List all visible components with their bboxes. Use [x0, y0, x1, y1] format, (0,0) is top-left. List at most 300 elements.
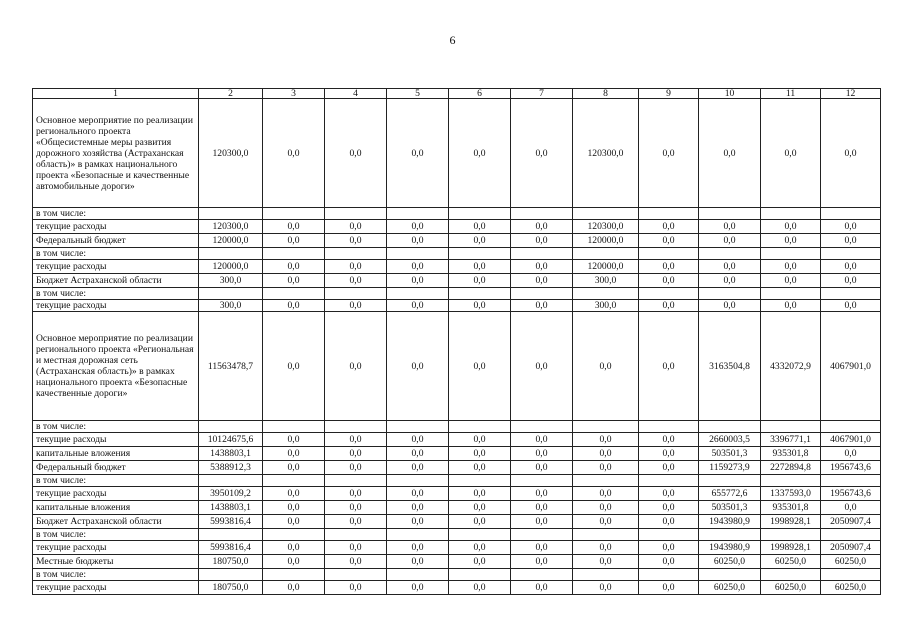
subheading-row [33, 208, 881, 220]
cell-value [699, 248, 761, 260]
cell-value: 180750,0 [199, 555, 263, 569]
cell-value [761, 569, 821, 581]
cell-value: 0,0 [263, 541, 325, 555]
cell-value: 0,0 [449, 541, 511, 555]
cell-value: 0,0 [821, 260, 881, 274]
cell-value: 0,0 [699, 274, 761, 288]
cell-value: 0,0 [449, 312, 511, 421]
cell-value: 0,0 [639, 541, 699, 555]
cell-value [639, 529, 699, 541]
cell-value [449, 569, 511, 581]
cell-value [821, 288, 881, 300]
cell-value: 503501,3 [699, 447, 761, 461]
row-label: текущие расходы [33, 541, 199, 555]
cell-value [821, 421, 881, 433]
cell-value: 300,0 [573, 274, 639, 288]
cell-value: 0,0 [639, 99, 699, 208]
cell-value: 0,0 [263, 501, 325, 515]
row-label: в том числе: [33, 475, 199, 487]
cell-value: 0,0 [821, 99, 881, 208]
cell-value: 0,0 [263, 581, 325, 595]
cell-value: 0,0 [449, 300, 511, 312]
cell-value: 0,0 [511, 274, 573, 288]
cell-value: 300,0 [199, 274, 263, 288]
cell-value [449, 421, 511, 433]
cell-value [263, 569, 325, 581]
cell-value: 2050907,4 [821, 541, 881, 555]
cell-value: 0,0 [511, 234, 573, 248]
cell-value: 1438803,1 [199, 501, 263, 515]
cell-value: 60250,0 [761, 555, 821, 569]
cell-value: 0,0 [573, 461, 639, 475]
cell-value [699, 475, 761, 487]
cell-value: 0,0 [325, 447, 387, 461]
row-label: в том числе: [33, 569, 199, 581]
cell-value [761, 529, 821, 541]
cell-value: 0,0 [573, 312, 639, 421]
subheading-row [33, 421, 881, 433]
cell-value [325, 569, 387, 581]
subheading-row [33, 248, 881, 260]
row-label: текущие расходы [33, 487, 199, 501]
cell-value: 0,0 [511, 555, 573, 569]
cell-value [699, 569, 761, 581]
table-row [33, 541, 881, 555]
cell-value: 0,0 [387, 260, 449, 274]
cell-value: 0,0 [821, 274, 881, 288]
page-number: 6 [449, 33, 456, 47]
cell-value: 0,0 [449, 555, 511, 569]
cell-value [387, 421, 449, 433]
cell-value: 0,0 [573, 581, 639, 595]
cell-value [699, 288, 761, 300]
subheading-row [33, 569, 881, 581]
cell-value: 0,0 [639, 501, 699, 515]
cell-value [263, 475, 325, 487]
cell-value: 10124675,6 [199, 433, 263, 447]
cell-value [449, 288, 511, 300]
cell-value [199, 421, 263, 433]
column-header: 6 [449, 89, 511, 99]
table-row [33, 274, 881, 288]
cell-value [699, 529, 761, 541]
cell-value [573, 421, 639, 433]
cell-value [449, 208, 511, 220]
column-header: 11 [761, 89, 821, 99]
cell-value: 0,0 [325, 260, 387, 274]
cell-value [639, 569, 699, 581]
cell-value: 120000,0 [199, 260, 263, 274]
cell-value: 0,0 [449, 260, 511, 274]
cell-value: 0,0 [573, 487, 639, 501]
row-label: капитальные вложения [33, 501, 199, 515]
table-row [33, 581, 881, 595]
cell-value: 0,0 [325, 555, 387, 569]
row-label: Бюджет Астраханской области [33, 274, 199, 288]
cell-value [821, 529, 881, 541]
cell-value: 1956743,6 [821, 487, 881, 501]
cell-value [511, 208, 573, 220]
cell-value: 0,0 [449, 234, 511, 248]
table-row [33, 447, 881, 461]
cell-value [699, 208, 761, 220]
cell-value: 0,0 [449, 501, 511, 515]
cell-value: 0,0 [573, 541, 639, 555]
cell-value: 0,0 [573, 555, 639, 569]
cell-value [449, 248, 511, 260]
budget-table [32, 88, 881, 595]
cell-value: 0,0 [263, 433, 325, 447]
cell-value [263, 208, 325, 220]
cell-value: 0,0 [325, 220, 387, 234]
row-label: Местные бюджеты [33, 555, 199, 569]
cell-value: 0,0 [325, 234, 387, 248]
cell-value: 0,0 [699, 99, 761, 208]
cell-value [387, 475, 449, 487]
row-label: в том числе: [33, 288, 199, 300]
row-label: Федеральный бюджет [33, 461, 199, 475]
row-label: Бюджет Астраханской области [33, 515, 199, 529]
cell-value: 3396771,1 [761, 433, 821, 447]
cell-value [325, 421, 387, 433]
cell-value [573, 208, 639, 220]
cell-value: 1337593,0 [761, 487, 821, 501]
cell-value [263, 529, 325, 541]
cell-value: 3163504,8 [699, 312, 761, 421]
cell-value: 120300,0 [573, 220, 639, 234]
table-row [33, 260, 881, 274]
cell-value [761, 208, 821, 220]
cell-value: 2050907,4 [821, 515, 881, 529]
cell-value: 0,0 [263, 555, 325, 569]
column-header: 7 [511, 89, 573, 99]
cell-value: 180750,0 [199, 581, 263, 595]
column-header: 10 [699, 89, 761, 99]
cell-value [199, 208, 263, 220]
cell-value: 2272894,8 [761, 461, 821, 475]
cell-value [387, 248, 449, 260]
cell-value: 655772,6 [699, 487, 761, 501]
cell-value: 0,0 [639, 581, 699, 595]
cell-value: 0,0 [325, 433, 387, 447]
cell-value: 2660003,5 [699, 433, 761, 447]
cell-value: 0,0 [387, 555, 449, 569]
cell-value: 0,0 [639, 555, 699, 569]
cell-value: 0,0 [761, 300, 821, 312]
column-header: 3 [263, 89, 325, 99]
cell-value [325, 288, 387, 300]
cell-value: 0,0 [387, 515, 449, 529]
cell-value: 120300,0 [199, 220, 263, 234]
cell-value: 0,0 [449, 447, 511, 461]
row-label: текущие расходы [33, 433, 199, 447]
cell-value: 0,0 [387, 487, 449, 501]
cell-value [387, 288, 449, 300]
subheading-row [33, 529, 881, 541]
table-row [33, 234, 881, 248]
cell-value: 0,0 [449, 461, 511, 475]
cell-value [325, 475, 387, 487]
cell-value [199, 569, 263, 581]
cell-value [573, 569, 639, 581]
cell-value: 0,0 [449, 581, 511, 595]
cell-value: 0,0 [325, 99, 387, 208]
cell-value [449, 529, 511, 541]
cell-value [639, 421, 699, 433]
cell-value: 0,0 [511, 99, 573, 208]
cell-value: 1998928,1 [761, 515, 821, 529]
table-row [33, 515, 881, 529]
cell-value: 0,0 [639, 220, 699, 234]
cell-value: 4332072,9 [761, 312, 821, 421]
cell-value: 0,0 [263, 515, 325, 529]
cell-value: 0,0 [325, 312, 387, 421]
cell-value [511, 248, 573, 260]
cell-value: 0,0 [761, 99, 821, 208]
cell-value: 0,0 [263, 461, 325, 475]
cell-value: 0,0 [821, 501, 881, 515]
cell-value [511, 475, 573, 487]
cell-value: 1438803,1 [199, 447, 263, 461]
cell-value: 0,0 [325, 274, 387, 288]
row-label: в том числе: [33, 421, 199, 433]
table-row [33, 555, 881, 569]
cell-value [449, 475, 511, 487]
cell-value: 1943980,9 [699, 541, 761, 555]
cell-value: 120000,0 [573, 234, 639, 248]
cell-value: 0,0 [263, 312, 325, 421]
cell-value [199, 288, 263, 300]
column-number-row [33, 89, 881, 99]
cell-value [639, 208, 699, 220]
cell-value: 0,0 [325, 300, 387, 312]
subheading-row [33, 288, 881, 300]
cell-value: 935301,8 [761, 501, 821, 515]
table-body [33, 99, 881, 595]
cell-value: 0,0 [325, 541, 387, 555]
cell-value: 1956743,6 [821, 461, 881, 475]
column-header: 4 [325, 89, 387, 99]
cell-value [573, 248, 639, 260]
cell-value: 0,0 [387, 447, 449, 461]
cell-value: 300,0 [199, 300, 263, 312]
cell-value [699, 421, 761, 433]
cell-value [511, 529, 573, 541]
cell-value [387, 529, 449, 541]
cell-value: 0,0 [639, 260, 699, 274]
cell-value: 0,0 [639, 515, 699, 529]
cell-value: 0,0 [511, 260, 573, 274]
cell-value: 0,0 [761, 220, 821, 234]
cell-value: 0,0 [639, 300, 699, 312]
cell-value [761, 421, 821, 433]
row-label: Федеральный бюджет [33, 234, 199, 248]
cell-value [325, 529, 387, 541]
cell-value: 0,0 [387, 220, 449, 234]
cell-value: 5993816,4 [199, 515, 263, 529]
cell-value: 0,0 [387, 300, 449, 312]
cell-value [511, 421, 573, 433]
cell-value [387, 569, 449, 581]
row-label: текущие расходы [33, 581, 199, 595]
cell-value [263, 248, 325, 260]
activity-description: Основное мероприятие по реализации регионального проекта «Общесистемные меры развития дорожного хозяйства (Астраханская область)» в рамках национального проекта «Безопасные и качественные автомобильные дороги» [33, 99, 199, 208]
cell-value: 0,0 [573, 433, 639, 447]
row-label: в том числе: [33, 208, 199, 220]
cell-value: 60250,0 [821, 581, 881, 595]
cell-value: 60250,0 [699, 581, 761, 595]
cell-value [821, 569, 881, 581]
cell-value: 5388912,3 [199, 461, 263, 475]
cell-value: 0,0 [387, 433, 449, 447]
cell-value: 0,0 [387, 461, 449, 475]
row-label: в том числе: [33, 248, 199, 260]
cell-value: 0,0 [511, 541, 573, 555]
row-label: текущие расходы [33, 260, 199, 274]
cell-value: 0,0 [387, 99, 449, 208]
cell-value: 0,0 [325, 501, 387, 515]
cell-value: 120000,0 [199, 234, 263, 248]
cell-value [325, 208, 387, 220]
activity-row [33, 312, 881, 421]
cell-value: 0,0 [449, 99, 511, 208]
table-row [33, 433, 881, 447]
subheading-row [33, 475, 881, 487]
cell-value: 0,0 [821, 300, 881, 312]
cell-value: 0,0 [761, 260, 821, 274]
cell-value [511, 569, 573, 581]
cell-value: 0,0 [263, 300, 325, 312]
cell-value [199, 529, 263, 541]
cell-value [573, 529, 639, 541]
cell-value [263, 288, 325, 300]
cell-value: 5993816,4 [199, 541, 263, 555]
row-label: капитальные вложения [33, 447, 199, 461]
cell-value: 0,0 [639, 447, 699, 461]
cell-value: 0,0 [449, 487, 511, 501]
cell-value: 0,0 [325, 581, 387, 595]
column-header: 5 [387, 89, 449, 99]
cell-value: 0,0 [449, 220, 511, 234]
cell-value: 0,0 [325, 515, 387, 529]
cell-value: 0,0 [263, 260, 325, 274]
cell-value: 120000,0 [573, 260, 639, 274]
table-row [33, 501, 881, 515]
subheading-row [33, 300, 881, 312]
cell-value [639, 475, 699, 487]
cell-value [199, 475, 263, 487]
cell-value [199, 248, 263, 260]
cell-value: 0,0 [263, 274, 325, 288]
cell-value: 1943980,9 [699, 515, 761, 529]
cell-value: 0,0 [387, 541, 449, 555]
cell-value: 0,0 [573, 515, 639, 529]
cell-value: 120300,0 [199, 99, 263, 208]
cell-value: 120300,0 [573, 99, 639, 208]
cell-value: 0,0 [263, 234, 325, 248]
cell-value: 0,0 [511, 312, 573, 421]
cell-value: 60250,0 [699, 555, 761, 569]
cell-value: 0,0 [639, 461, 699, 475]
cell-value: 0,0 [511, 461, 573, 475]
cell-value: 0,0 [639, 234, 699, 248]
cell-value: 0,0 [387, 312, 449, 421]
row-label: текущие расходы [33, 300, 199, 312]
table-row [33, 487, 881, 501]
cell-value: 0,0 [511, 220, 573, 234]
cell-value [263, 421, 325, 433]
cell-value: 0,0 [511, 487, 573, 501]
cell-value: 0,0 [821, 234, 881, 248]
row-label: в том числе: [33, 529, 199, 541]
cell-value: 0,0 [573, 501, 639, 515]
cell-value [639, 288, 699, 300]
cell-value: 11563478,7 [199, 312, 263, 421]
cell-value [325, 248, 387, 260]
column-header: 2 [199, 89, 263, 99]
cell-value: 0,0 [449, 274, 511, 288]
cell-value: 0,0 [821, 220, 881, 234]
cell-value: 0,0 [573, 447, 639, 461]
cell-value: 300,0 [573, 300, 639, 312]
cell-value: 0,0 [387, 234, 449, 248]
column-header: 9 [639, 89, 699, 99]
cell-value: 0,0 [511, 447, 573, 461]
cell-value: 0,0 [325, 487, 387, 501]
cell-value [573, 475, 639, 487]
cell-value [761, 288, 821, 300]
cell-value: 1159273,9 [699, 461, 761, 475]
cell-value: 0,0 [699, 300, 761, 312]
table-row [33, 461, 881, 475]
cell-value: 0,0 [511, 300, 573, 312]
cell-value: 0,0 [449, 515, 511, 529]
cell-value: 0,0 [511, 501, 573, 515]
cell-value: 0,0 [699, 260, 761, 274]
cell-value [387, 208, 449, 220]
cell-value: 0,0 [263, 220, 325, 234]
cell-value [821, 208, 881, 220]
cell-value: 3950109,2 [199, 487, 263, 501]
cell-value: 0,0 [699, 234, 761, 248]
cell-value: 0,0 [511, 433, 573, 447]
cell-value [821, 248, 881, 260]
cell-value: 0,0 [387, 501, 449, 515]
cell-value [761, 248, 821, 260]
cell-value: 0,0 [325, 461, 387, 475]
cell-value: 1998928,1 [761, 541, 821, 555]
cell-value: 0,0 [263, 99, 325, 208]
table-row [33, 220, 881, 234]
cell-value: 0,0 [387, 274, 449, 288]
cell-value: 0,0 [761, 274, 821, 288]
cell-value [511, 288, 573, 300]
cell-value: 60250,0 [761, 581, 821, 595]
cell-value: 0,0 [639, 433, 699, 447]
cell-value: 0,0 [761, 234, 821, 248]
cell-value: 0,0 [639, 274, 699, 288]
cell-value: 0,0 [263, 487, 325, 501]
cell-value: 0,0 [639, 312, 699, 421]
cell-value [821, 475, 881, 487]
row-label: текущие расходы [33, 220, 199, 234]
cell-value: 0,0 [699, 220, 761, 234]
cell-value [639, 248, 699, 260]
cell-value: 935301,8 [761, 447, 821, 461]
activity-row [33, 99, 881, 208]
cell-value [573, 288, 639, 300]
cell-value: 0,0 [387, 581, 449, 595]
